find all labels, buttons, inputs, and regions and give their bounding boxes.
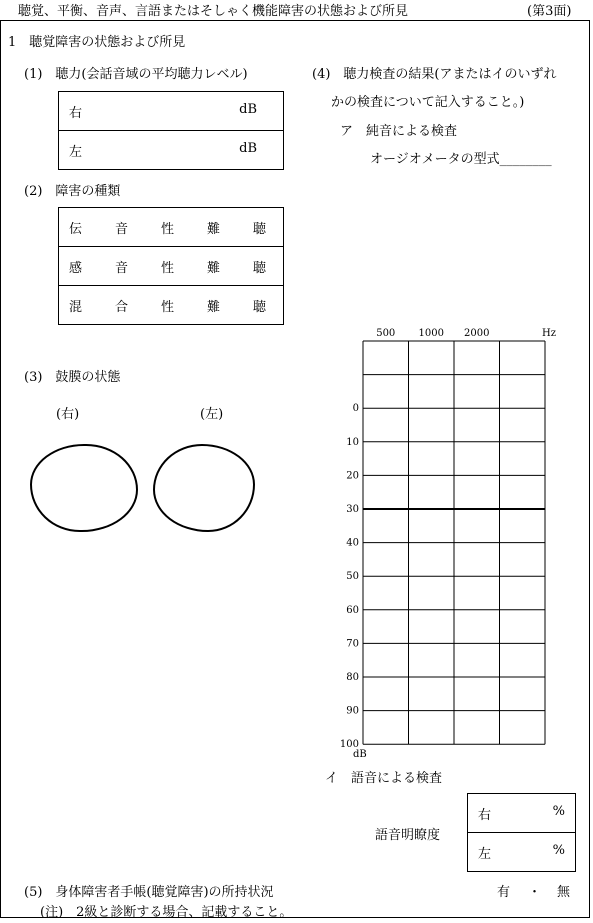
test-heading-line1: (4) 聴力検査の結果(アまたはイのいずれ <box>312 67 557 82</box>
char: 聴 <box>253 299 267 315</box>
hearing-row-right <box>59 92 284 131</box>
char: 難 <box>207 221 221 237</box>
note-text: (注) 2級と診断する場合、記載すること。 <box>40 905 293 920</box>
char: 性 <box>161 299 175 315</box>
hearing-right-label: 右 <box>69 105 83 121</box>
audiometer-model: オージオメータの型式________ <box>370 152 552 167</box>
pure-tone-label: ア 純音による検査 <box>340 124 458 139</box>
possession-yes[interactable]: 有 <box>497 885 511 900</box>
speech-right-unit: % <box>552 803 565 819</box>
hz-label: Hz <box>542 328 556 339</box>
hearing-left-label: 左 <box>69 144 83 160</box>
hearing-right-unit: dB <box>239 101 257 117</box>
section-5-text: (5) 身体障害者手帳(聴覚障害)の所持状況 <box>24 885 274 900</box>
speech-test-label: イ 語音による検査 <box>325 771 443 786</box>
db-tick-label: 40 <box>346 537 359 549</box>
eardrum-heading: (3) 鼓膜の状態 <box>24 370 121 385</box>
db-tick-label: 0 <box>352 403 359 415</box>
speech-row-left <box>468 833 576 872</box>
frequency-tick-label: 2000 <box>464 328 490 339</box>
audiogram <box>330 322 560 762</box>
disorder-heading: (2) 障害の種類 <box>24 184 121 199</box>
db-unit-label: dB <box>353 749 367 761</box>
db-tick-label: 100 <box>339 739 359 751</box>
char: 音 <box>115 260 129 276</box>
db-tick-label: 50 <box>346 571 359 583</box>
char: 聴 <box>253 260 267 276</box>
db-tick-label: 20 <box>346 470 359 482</box>
db-tick-label: 10 <box>346 436 359 448</box>
disorder-table <box>58 207 284 325</box>
eardrum-left-label: (左) <box>200 407 224 422</box>
db-tick-label: 80 <box>346 672 359 683</box>
hearing-table <box>58 91 284 170</box>
disorder-row <box>59 208 284 247</box>
speech-clarity-label: 語音明瞭度 <box>375 828 441 843</box>
eardrum-right-diagram <box>30 444 138 532</box>
disorder-row <box>59 286 284 325</box>
frequency-tick-label: 1000 <box>418 328 444 339</box>
db-tick-label: 60 <box>346 604 359 616</box>
speech-left-label: 左 <box>478 846 492 862</box>
char: 音 <box>115 221 129 237</box>
db-tick-label: 90 <box>346 705 359 717</box>
char: 感 <box>69 260 83 276</box>
db-tick-label: 70 <box>346 638 359 650</box>
page-title: 聴覚、平衡、音声、言語またはそしゃく機能障害の状態および所見 <box>18 4 409 19</box>
hearing-row-left <box>59 131 284 170</box>
eardrum-right-label: (右) <box>56 407 80 422</box>
page-number: (第3面) <box>527 4 572 19</box>
speech-left-unit: % <box>552 842 565 858</box>
disorder-row <box>59 247 284 286</box>
char: 性 <box>161 260 175 276</box>
char: 聴 <box>253 221 267 237</box>
char: 合 <box>115 299 129 315</box>
hearing-heading: (1) 聴力(会話音域の平均聴力レベル) <box>24 67 248 82</box>
char: 難 <box>207 260 221 276</box>
possession-no[interactable]: 無 <box>557 885 571 900</box>
char: 混 <box>69 299 83 315</box>
char: 性 <box>161 221 175 237</box>
speech-right-label: 右 <box>478 807 492 823</box>
test-heading-line2: かの検査について記入すること。) <box>331 95 525 110</box>
frequency-tick-label: 500 <box>376 328 396 339</box>
speech-table <box>467 793 576 872</box>
eardrum-left-diagram <box>153 444 255 532</box>
hearing-left-unit: dB <box>239 140 257 156</box>
char: 難 <box>207 299 221 315</box>
separator-dot: ・ <box>528 885 542 900</box>
db-tick-label: 30 <box>346 504 359 515</box>
section-1-title: 1 聴覚障害の状態および所見 <box>8 35 186 50</box>
speech-row-right <box>468 794 576 833</box>
char: 伝 <box>69 221 83 237</box>
